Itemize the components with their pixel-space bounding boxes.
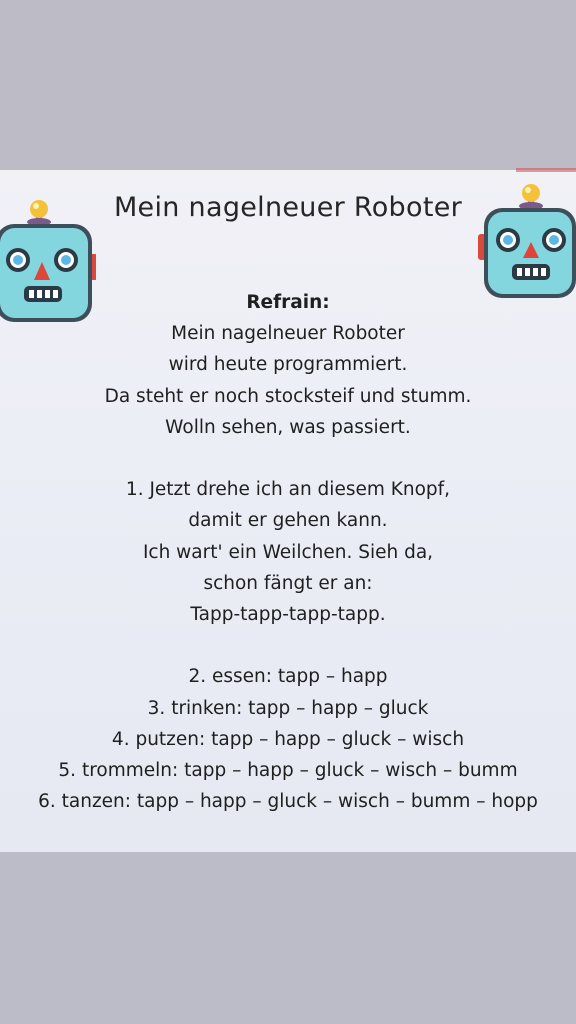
song-text [0, 287, 576, 817]
song-title: Mein nagelneuer Roboter [113, 192, 463, 223]
paper-edge-mark [516, 168, 576, 172]
verse-line: 6. tanzen: tapp – happ – gluck – wisch – bumm – hopp [38, 791, 538, 813]
verse-line: 2. essen: tapp – happ [188, 666, 388, 688]
verse1-line: damit er gehen kann. [188, 510, 388, 532]
verse-line: 3. trinken: tapp – happ – gluck [147, 697, 429, 719]
verse1-line: schon fängt er an: [203, 572, 373, 594]
bottom-background [0, 852, 576, 1024]
refrain-line: Mein nagelneuer Roboter [171, 323, 405, 345]
stanza-gap [0, 443, 576, 474]
robot-icon [0, 200, 96, 330]
verse1-line: Tapp-tapp-tapp-tapp. [190, 604, 386, 626]
verse1-line: Ich wart' ein Weilchen. Sieh da, [142, 541, 434, 563]
top-background [0, 0, 576, 170]
verse1-line: 1. Jetzt drehe ich an diesem Knopf, [125, 479, 451, 501]
refrain-line: wird heute programmiert. [168, 354, 408, 376]
verse-line: 5. trommeln: tapp – happ – gluck – wisch – bumm [58, 760, 518, 782]
refrain-heading: Refrain: [246, 292, 330, 313]
robot-icon [478, 184, 576, 314]
verse-line: 4. putzen: tapp – happ – gluck – wisch [111, 728, 465, 750]
stanza-gap [0, 630, 576, 661]
refrain-line: Wolln sehen, was passiert. [165, 416, 411, 438]
refrain-line: Da steht er noch stocksteif und stumm. [104, 385, 472, 407]
